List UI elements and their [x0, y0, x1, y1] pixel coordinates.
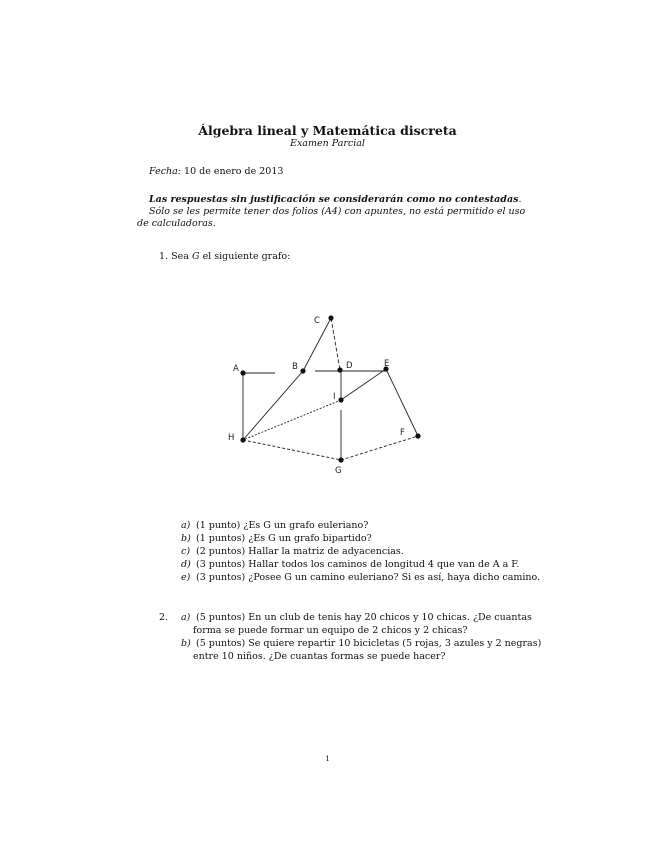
- node-G: [338, 457, 343, 462]
- question-2-item-a-cont: forma se puede formar un equipo de 2 chicos y 2 chicas?: [193, 625, 468, 636]
- edge-E-F: [386, 369, 418, 436]
- edge-H-G: [243, 440, 341, 460]
- edge-C-D: [331, 318, 340, 370]
- item-text: (3 puntos) ¿Posee G un camino euleriano? Si es así, haya dicho camino.: [196, 572, 541, 583]
- node-A: [240, 370, 245, 375]
- question-1-item-b: [181, 533, 531, 545]
- node-label-B: B: [292, 362, 298, 372]
- node-H: [240, 437, 245, 442]
- warning-text: Las respuestas sin justificación se considerarán como no contestadas: [149, 194, 519, 205]
- node-label-A: A: [233, 364, 239, 374]
- item-text: (3 puntos) Hallar todos los caminos de longitud 4 que van de A a F.: [196, 559, 520, 570]
- node-C: [328, 315, 333, 320]
- node-label-E: E: [384, 359, 390, 369]
- edge-G-F: [341, 436, 418, 460]
- page-number: 1: [325, 754, 330, 763]
- question-1-item-c: [181, 546, 531, 558]
- question-1-item-d: [181, 559, 531, 571]
- item-text: (1 punto) ¿Es G un grafo euleriano?: [196, 520, 369, 531]
- question-2-item-b: [181, 638, 542, 650]
- item-label: a): [181, 520, 191, 531]
- item-text: (5 puntos) En un club de tenis hay 20 chicos y 10 chicas. ¿De cuantas: [196, 612, 532, 623]
- item-label: d): [181, 559, 191, 570]
- node-label-D: D: [346, 361, 353, 371]
- question-2-item-b-cont: entre 10 niños. ¿De cuantas formas se puede hacer?: [193, 651, 446, 662]
- instructions-rules: Sólo se les permite tener dos folios (A4) con apuntes, no está permitido el uso de calculadoras.: [137, 206, 526, 229]
- node-label-G: G: [335, 466, 342, 476]
- node-D: [337, 367, 342, 372]
- intro-post: el siguiente grafo:: [202, 251, 291, 262]
- exam-subtitle: Examen Parcial: [290, 138, 365, 149]
- node-B: [300, 368, 305, 373]
- node-F: [415, 433, 420, 438]
- item-label: c): [181, 546, 191, 557]
- warning-period: .: [518, 194, 522, 205]
- item-label: b): [181, 533, 191, 544]
- question-2-item-a: [181, 612, 531, 624]
- date-value: 10 de enero de 2013: [184, 166, 284, 177]
- node-label-C: C: [314, 316, 320, 326]
- item-label: e): [181, 572, 191, 583]
- item-label: b): [181, 638, 191, 649]
- edge-E-I: [341, 369, 386, 400]
- intro-var: G: [191, 251, 200, 262]
- question-1-number: 1.: [159, 251, 169, 262]
- intro-pre: Sea: [171, 251, 189, 262]
- date-label: Fecha:: [149, 166, 181, 177]
- edge-I-H: [243, 400, 341, 440]
- item-text: (2 puntos) Hallar la matriz de adyacencias.: [196, 546, 404, 557]
- exam-title: Álgebra lineal y Matemática discreta: [198, 123, 457, 138]
- node-label-I: I: [333, 392, 336, 402]
- edge-B-H: [243, 371, 303, 440]
- item-text: (5 puntos) Se quiere repartir 10 bicicletas (5 rojas, 3 azules y 2 negras): [196, 638, 542, 649]
- question-1-item-a: [181, 520, 531, 532]
- node-label-F: F: [400, 428, 405, 438]
- item-label: a): [181, 612, 191, 623]
- question-1-item-e: [181, 572, 541, 584]
- node-I: [338, 397, 343, 402]
- question-2-number: 2.: [159, 612, 169, 623]
- item-text: (1 puntos) ¿Es G un grafo bipartido?: [196, 533, 372, 544]
- node-label-H: H: [228, 433, 235, 443]
